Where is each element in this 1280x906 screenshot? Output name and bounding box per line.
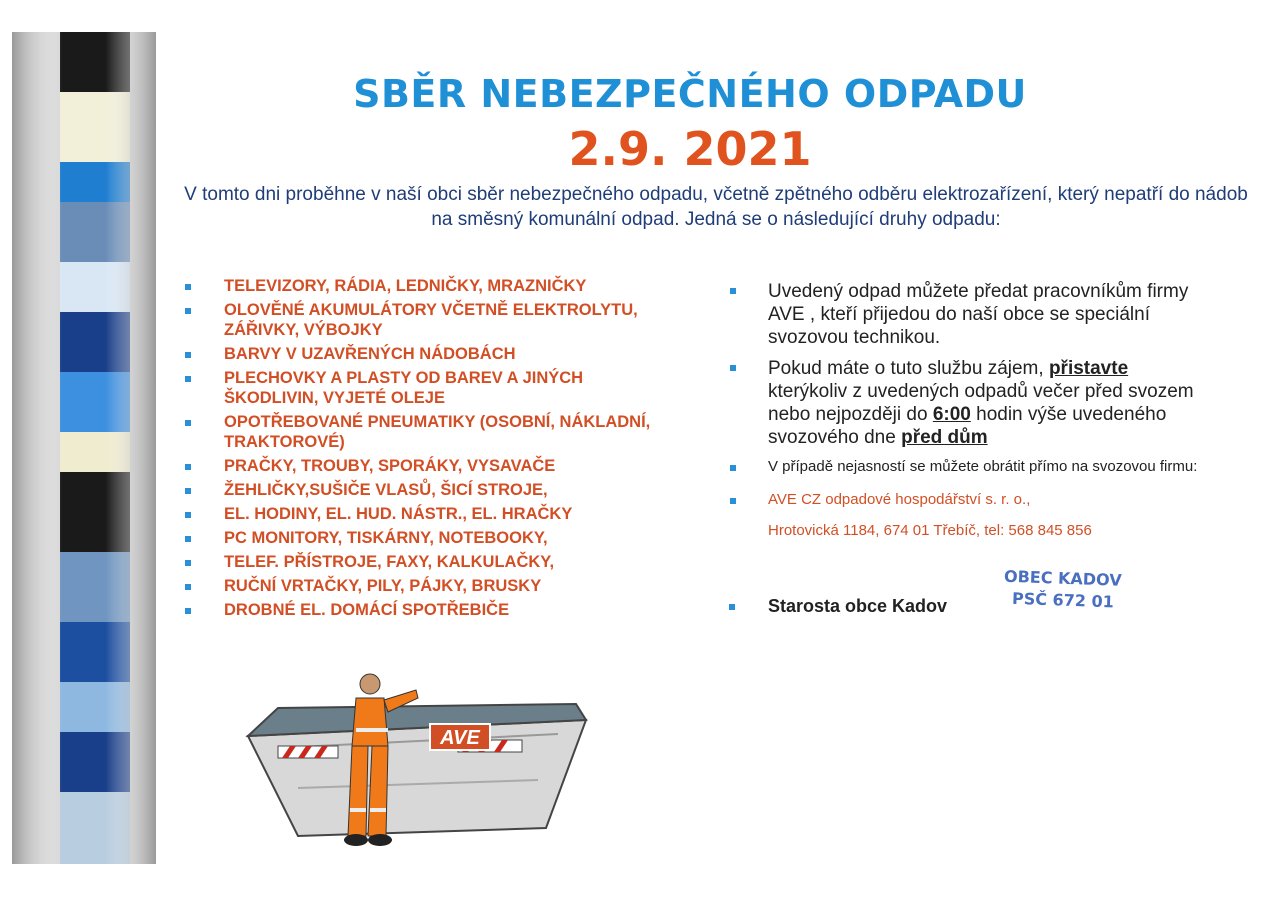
bullet-icon	[730, 365, 736, 371]
bullet-icon	[185, 352, 191, 358]
bullet-icon	[185, 536, 191, 542]
info-instructions: Pokud máte o tuto službu zájem, přistavte kterýkoliv z uvedených odpadů večer před svozem nebo nejpozději do 6:00 hodin výše uvedeného svozového dne před dům	[728, 357, 1198, 449]
event-date: 2.9. 2021	[568, 122, 812, 176]
bullet-icon	[730, 498, 736, 504]
waste-list	[184, 276, 654, 624]
list-item: PC MONITORY, TISKÁRNY, NOTEBOOKY,	[184, 528, 654, 548]
list-item: OPOTŘEBOVANÉ PNEUMATIKY (OSOBNÍ, NÁKLADNÍ, TRAKTOROVÉ)	[184, 412, 654, 452]
list-item: TELEF. PŘÍSTROJE, FAXY, KALKULAČKY,	[184, 552, 654, 572]
bullet-icon	[185, 584, 191, 590]
company-address: Hrotovická 1184, 674 01 Třebíč, tel: 568 845 856	[768, 522, 1092, 539]
stamp-line: PSČ 672 01	[1011, 588, 1115, 612]
mayor-signature	[728, 596, 1028, 617]
bullet-icon	[185, 308, 191, 314]
list-item: EL. HODINY, EL. HUD. NÁSTR., EL. HRAČKY	[184, 504, 654, 524]
decorative-stripe	[12, 32, 156, 864]
bullet-icon	[185, 464, 191, 470]
info-collection: Uvedený odpad můžete předat pracovníkům firmy AVE , kteří přijedou do naší obce se speciální svozovou technikou.	[728, 280, 1198, 349]
list-item: DROBNÉ EL. DOMÁCÍ SPOTŘEBIČE	[184, 600, 654, 620]
mayor-line: Starosta obce Kadov	[728, 596, 1028, 617]
waste-container-illustration	[238, 668, 596, 854]
company-name: AVE CZ odpadové hospodářství s. r. o.,	[728, 490, 1198, 509]
list-item: ŽEHLIČKY,SUŠIČE VLASŮ, ŠICÍ STROJE,	[184, 480, 654, 500]
info-list	[728, 280, 1198, 540]
bullet-icon	[185, 560, 191, 566]
stamp-line: OBEC KADOV	[1003, 566, 1122, 590]
ave-logo: AVE	[440, 727, 480, 749]
bullet-icon	[185, 512, 191, 518]
municipal-stamp	[996, 568, 1136, 612]
bullet-icon	[185, 376, 191, 382]
bullet-icon	[185, 488, 191, 494]
list-item: PRAČKY, TROUBY, SPORÁKY, VYSAVAČE	[184, 456, 654, 476]
list-item: RUČNÍ VRTAČKY, PILY, PÁJKY, BRUSKY	[184, 576, 654, 596]
bullet-icon	[730, 288, 736, 294]
bullet-icon	[185, 420, 191, 426]
bullet-icon	[185, 608, 191, 614]
list-item: PLECHOVKY A PLASTY OD BAREV A JINÝCH ŠKODLIVIN, VYJETÉ OLEJE	[184, 368, 654, 408]
bullet-icon	[730, 465, 736, 471]
list-item: TELEVIZORY, RÁDIA, LEDNIČKY, MRAZNIČKY	[184, 276, 654, 296]
bullet-icon	[729, 604, 735, 610]
list-item: OLOVĚNÉ AKUMULÁTORY VČETNĚ ELEKTROLYTU, ZÁŘIVKY, VÝBOJKY	[184, 300, 654, 340]
intro-paragraph: V tomto dni proběhne v naší obci sběr nebezpečného odpadu, včetně zpětného odběru elektrozařízení, který nepatří do nádob na směsný komunální odpad. Jedná se o následující druhy odpadu:	[184, 184, 1248, 230]
bullet-icon	[185, 284, 191, 290]
info-contact: V případě nejasností se můžete obrátit přímo na svozovou firmu:	[728, 457, 1198, 476]
list-item: BARVY V UZAVŘENÝCH NÁDOBÁCH	[184, 344, 654, 364]
page-title: SBĚR NEBEZPEČNÉHO ODPADU	[353, 72, 1027, 116]
